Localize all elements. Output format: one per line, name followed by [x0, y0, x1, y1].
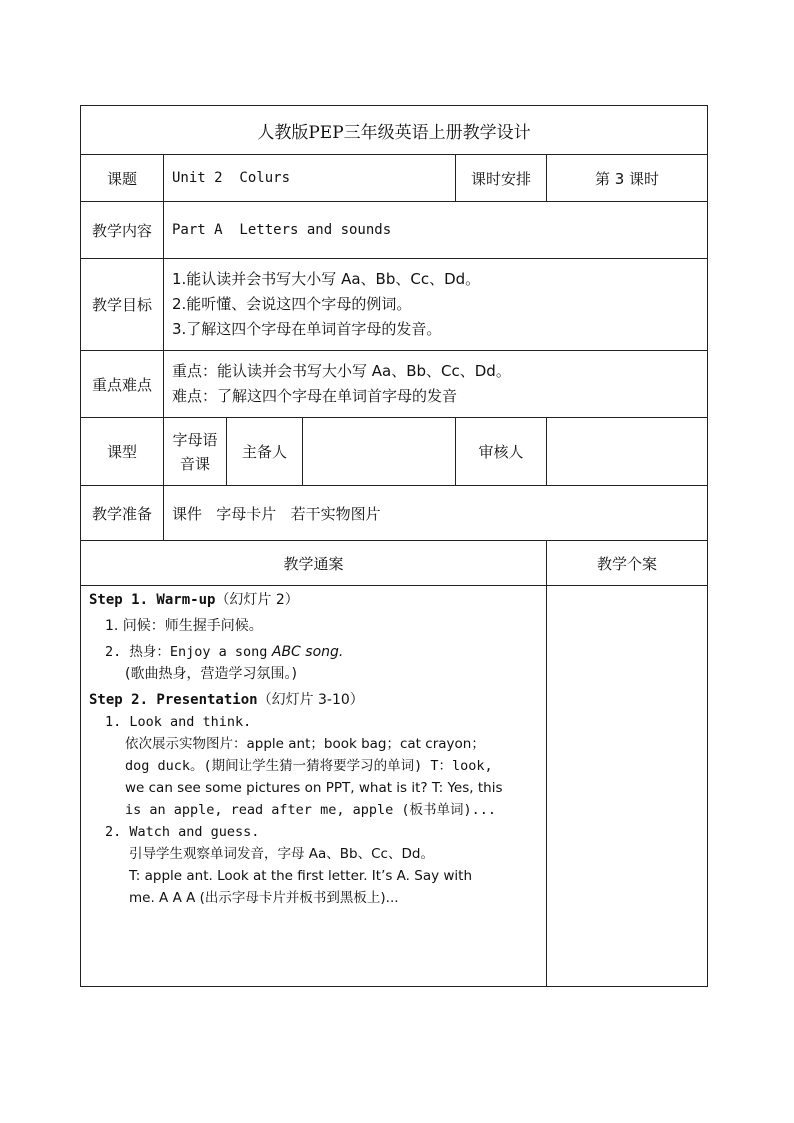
step-2-title: Step 2. Presentation — [89, 692, 258, 708]
rule — [546, 540, 547, 986]
preparation-value: 课件 字母卡片 若干实物图片 — [172, 504, 381, 523]
lesson-type-line: 音课 — [179, 454, 210, 473]
objective-item: 2.能听懂、会说这四个字母的例词。 — [172, 295, 412, 313]
step-1-item-2 — [89, 641, 544, 663]
step-1-heading — [89, 589, 544, 611]
step-2-item-1: 1. Look and think. — [105, 714, 252, 730]
preparer-value — [303, 418, 455, 485]
step-2-item-1-line: 依次展示实物图片：apple ant；book bag；cat crayon； — [125, 736, 485, 752]
key-points-label: 重点难点 — [91, 375, 152, 394]
objectives-list — [164, 259, 707, 350]
song-prefix: 2. 热身：Enjoy a song — [105, 644, 268, 660]
hours-value: 第 3 课时 — [594, 169, 660, 188]
objective-item: 3.了解这四个字母在单词首字母的发音。 — [172, 320, 442, 338]
step-2-item-2: 2. Watch and guess. — [105, 824, 260, 840]
step-2-item-1-line: we can see some pictures on PPT, what is it? T: Yes, this — [125, 780, 503, 796]
lesson-type-line: 字母语 — [172, 430, 218, 449]
step-2-item-1-line: is an apple, read after me, apple (板书单词)... — [125, 802, 496, 818]
topic-value: Unit 2 Colurs — [172, 170, 291, 186]
step-2-item-1-line: dog duck。(期间让学生猜一猜将要学习的单词) T：look, — [125, 758, 493, 774]
lesson-type-value — [164, 418, 226, 485]
teaching-content — [89, 587, 544, 909]
objectives-label: 教学目标 — [91, 296, 152, 314]
key-points-list — [164, 351, 707, 417]
lesson-plan-table — [80, 105, 708, 987]
individual-plan-header: 教学个案 — [596, 554, 657, 573]
step-2-item-2-line: 引导学生观察单词发音，字母 Aa、Bb、Cc、Dd。 — [129, 846, 434, 862]
song-note: (歌曲热身，营造学习氛围。) — [125, 666, 297, 682]
page-title: 人教版PEP三年级英语上册教学设计 — [257, 122, 531, 143]
hours-label: 课时安排 — [470, 169, 531, 188]
step-1-title: Step 1. Warm-up — [89, 592, 216, 608]
topic-label: 课题 — [106, 169, 137, 188]
key-point-item: 难点：了解这四个字母在单词首字母的发音 — [172, 387, 458, 405]
step-2-heading — [89, 689, 544, 711]
step-2-note: （幻灯片 3-10） — [257, 692, 364, 708]
step-2-item-2-line: T: apple ant. Look at the first letter. It’s A. Say with — [129, 868, 473, 884]
step-1-note: （幻灯片 2） — [215, 592, 299, 608]
content-label: 教学内容 — [91, 221, 152, 240]
preparer-label: 主备人 — [241, 443, 287, 461]
objective-item: 1.能认读并会书写大小写 Aa、Bb、Cc、Dd。 — [172, 270, 481, 288]
step-1-item-1: 1. 问候：师生握手问候。 — [105, 618, 263, 634]
reviewer-value — [547, 418, 707, 485]
general-plan-header: 教学通案 — [283, 554, 344, 573]
rule — [81, 585, 707, 586]
step-2-item-2-line: me. A A A (出示字母卡片并板书到黑板上)... — [129, 890, 399, 906]
preparation-label: 教学准备 — [91, 504, 152, 523]
content-value: Part A Letters and sounds — [172, 222, 392, 238]
lesson-type-label: 课型 — [106, 443, 137, 461]
reviewer-label: 审核人 — [478, 443, 524, 461]
song-name: ABC song. — [271, 644, 344, 660]
key-point-item: 重点：能认读并会书写大小写 Aa、Bb、Cc、Dd。 — [172, 362, 511, 380]
